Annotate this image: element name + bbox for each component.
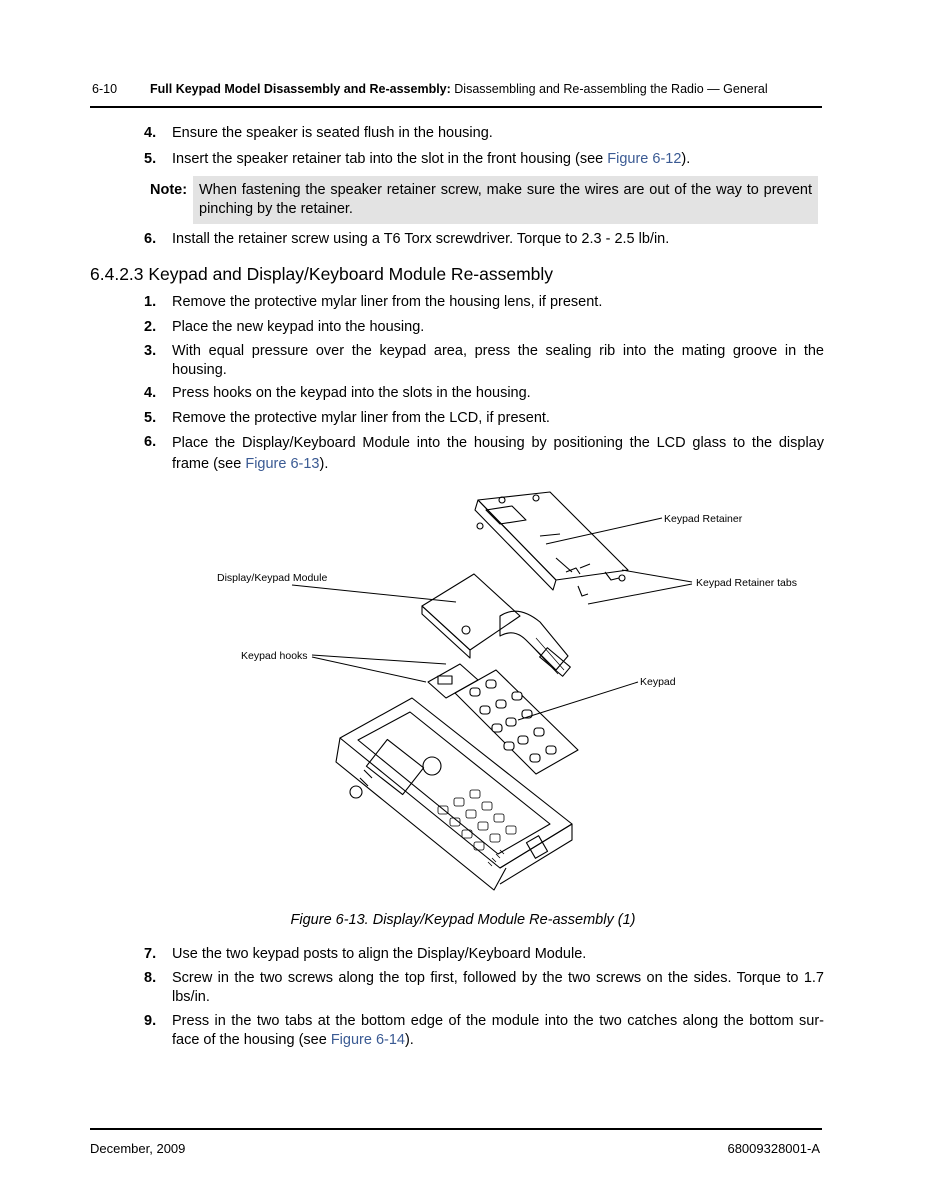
step-text: Remove the protective mylar liner from the housing lens, if present. [172, 294, 603, 310]
step-item [144, 409, 824, 428]
step-number: 4. [144, 125, 157, 141]
page-number: 6-10 [92, 82, 118, 96]
step-item [144, 318, 824, 337]
figure-link[interactable]: Figure 6-12 [607, 151, 682, 167]
step-item [144, 342, 824, 380]
note-label: Note: [150, 182, 188, 198]
radio-housing-part [336, 698, 572, 890]
header-rule [90, 106, 822, 108]
step-number: 6. [144, 231, 157, 247]
step-item [144, 293, 824, 312]
keypad-retainer-part [475, 492, 628, 596]
step-text: Place the Display/Keyboard Module into the housing by positioning the LCD glass to the display frame (see Figure 6-13). [172, 435, 824, 472]
exploded-radio-illustration [200, 488, 820, 908]
note-box [148, 176, 818, 224]
keypad-part [455, 670, 578, 774]
step-item [144, 433, 824, 475]
step-text: With equal pressure over the keypad area, press the sealing rib into the mating groove in the housing. [172, 343, 824, 378]
footer-doc-number: 68009328001-A [727, 1141, 820, 1156]
step-text: Remove the protective mylar liner from the LCD, if present. [172, 410, 550, 426]
step-number: 5. [144, 151, 157, 167]
step-text: Install the retainer screw using a T6 Torx screwdriver. Torque to 2.3 - 2.5 lb/in. [172, 231, 670, 247]
callout-display-keypad-module: Display/Keypad Module [217, 572, 328, 584]
footer-rule [90, 1128, 822, 1130]
step-text: Use the two keypad posts to align the Display/Keyboard Module. [172, 946, 587, 962]
step-item [144, 945, 824, 964]
step-item [144, 1012, 824, 1050]
step-item [144, 124, 824, 143]
step-text: Ensure the speaker is seated flush in the housing. [172, 125, 493, 141]
step-item [144, 150, 824, 169]
step-number: 1. [144, 294, 157, 310]
step-text: Insert the speaker retainer tab into the slot in the front housing (see Figure 6-12). [172, 151, 691, 167]
step-text: Press hooks on the keypad into the slots in the housing. [172, 385, 531, 401]
step-number: 5. [144, 410, 157, 426]
step-item [144, 230, 824, 249]
step-item [144, 969, 824, 1007]
figure-link[interactable]: Figure 6-14 [330, 1032, 405, 1048]
figure-link[interactable]: Figure 6-13 [245, 456, 320, 472]
leader-lines [292, 518, 692, 720]
step-text: Place the new keypad into the housing. [172, 319, 425, 335]
step-number: 3. [144, 343, 157, 359]
step-number: 6. [144, 434, 157, 450]
step-number: 9. [144, 1013, 157, 1029]
callout-keypad-retainer-tabs: Keypad Retainer tabs [696, 577, 797, 589]
callout-keypad-hooks: Keypad hooks [241, 650, 308, 662]
callout-keypad-retainer: Keypad Retainer [664, 513, 743, 525]
step-number: 2. [144, 319, 157, 335]
header-title-bold: Full Keypad Model Disassembly and Re-assembly: [150, 82, 451, 96]
callout-keypad: Keypad [640, 676, 676, 688]
step-number: 8. [144, 970, 157, 986]
header-title-rest: Disassembling and Re-assembling the Radio — General [450, 82, 768, 96]
note-text: When fastening the speaker retainer screw, make sure the wires are out of the way to prevent pinching by the retainer. [193, 176, 818, 224]
step-item [144, 384, 824, 403]
step-number: 7. [144, 946, 157, 962]
footer-date: December, 2009 [90, 1141, 186, 1156]
step-text: Screw in the two screws along the top first, followed by the two screws on the sides. Torque to 1.7 lbs/in. [172, 970, 824, 1005]
figure-caption: Figure 6-13. Display/Keypad Module Re-assembly (1) [290, 912, 636, 928]
step-number: 4. [144, 385, 157, 401]
step-text: Press in the two tabs at the bottom edge of the module into the two catches along the bottom sur-face of the housing (see Figure 6-14). [172, 1013, 824, 1048]
running-header [92, 82, 822, 96]
display-keypad-module-part [422, 574, 570, 676]
section-heading: 6.4.2.3 Keypad and Display/Keyboard Module Re-assembly [90, 264, 554, 284]
